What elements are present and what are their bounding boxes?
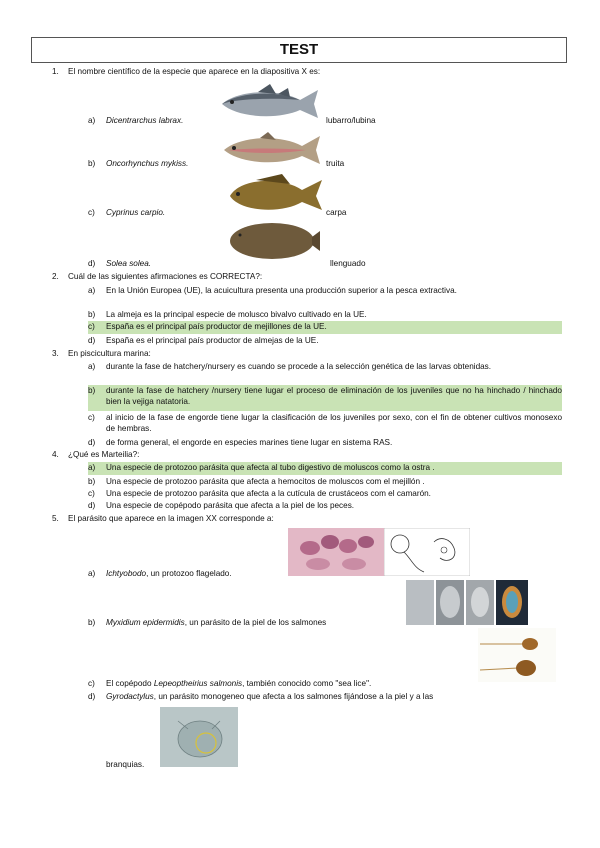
q5-option-d[interactable]: d) Gyrodactylus, un parásito monogeneo que afecta a los salmones fijándose a la piel y a las: [88, 692, 434, 701]
q4-option-d[interactable]: d) Una especie de copépodo parásita que afecta a la piel de los peces.: [88, 501, 355, 510]
q2-option-b[interactable]: b) La almeja es la principal especie de molusco bivalvo cultivado en la UE.: [88, 310, 367, 319]
ichthyobodo-micrograph-image: [288, 528, 384, 576]
q5-option-b[interactable]: b) Myxidium epidermidis, un parásito de la piel de los salmones: [88, 618, 327, 627]
question-4: 4. ¿Qué es Marteilia?:: [52, 450, 140, 459]
q1-option-d[interactable]: d) Solea solea.: [88, 259, 152, 268]
question-number: 1.: [52, 67, 59, 76]
question-1: [52, 67, 320, 76]
q5-option-d-continuation: branquias.: [106, 760, 145, 769]
q1-option-a-common: lubarro/lubina: [326, 116, 376, 125]
q1-option-a[interactable]: a) Dicentrarchus labrax.: [88, 116, 184, 125]
q3-option-a[interactable]: a) durante la fase de hatchery/nursery es cuando se procede a la selección genética de las larvas obtenidas.: [88, 362, 492, 371]
q4-option-a-correct[interactable]: a) Una especie de protozoo parásita que afecta al tubo digestivo de moluscos como la ostra .: [88, 462, 562, 475]
question-3: 3. En piscicultura marina:: [52, 349, 151, 358]
q2-option-c-correct[interactable]: c) España es el principal país productor de mejillones de la UE.: [88, 321, 562, 334]
q1-option-d-common: llenguado: [330, 259, 366, 268]
q1-option-b[interactable]: b) Oncorhynchus mykiss.: [88, 159, 189, 168]
page-title: TEST: [31, 37, 567, 63]
question-2: 2. Cuál de las siguientes afirmaciones es CORRECTA?:: [52, 272, 263, 281]
q1-option-c-common: carpa: [326, 208, 347, 217]
carp-image: [226, 174, 324, 214]
q1-option-b-common: truita: [326, 159, 345, 168]
q4-option-c[interactable]: c) Una especie de protozoo parásita que afecta a la cutícula de crustáceos com el camarón.: [88, 489, 431, 498]
q3-option-d[interactable]: d) de forma general, el engorde en especies marines tiene lugar en sistema RAS.: [88, 438, 393, 447]
ichthyobodo-drawing-image: [384, 528, 470, 576]
question-5: 5. El parásito que aparece en la imagen XX corresponde a:: [52, 514, 274, 523]
trout-image: [220, 130, 322, 168]
q2-option-d[interactable]: d) España es el principal país productor de almejas de la UE.: [88, 336, 319, 345]
q5-option-a[interactable]: a) Ichtyobodo, un protozoo flagelado.: [88, 569, 232, 578]
q5-option-c[interactable]: c) El copépodo Lepeoptheirius salmonis, también conocido como "sea lice".: [88, 679, 372, 688]
q2-option-a[interactable]: a) En la Unión Europea (UE), la acuicultura presenta una producción superior a la pesca extractiva.: [88, 286, 457, 295]
sole-image: [228, 221, 320, 261]
question-text: El nombre científico de la especie que aparece en la diapositiva X es:: [68, 67, 321, 76]
lepeophtheirus-image: [478, 628, 556, 682]
q4-option-b[interactable]: b) Una especie de protozoo parásita que afecta a hemocitos de moluscos com el mejillón .: [88, 477, 425, 486]
sea-bass-image: [218, 84, 320, 124]
q1-option-c[interactable]: c) Cyprinus carpio.: [88, 208, 166, 217]
q3-option-c[interactable]: c) al inicio de la fase de engorde tiene lugar la clasificación de los juveniles por sexo, con el fin de obtener cultivos monosexo de hembras.: [88, 413, 562, 433]
myxidium-micrograph-strip-image: [406, 580, 528, 625]
q3-option-b-correct[interactable]: b) durante la fase de hatchery /nursery tiene lugar el proceso de eliminación de los juveniles que no ha hinchado / hinchado bien la vejiga natatoria.: [88, 385, 562, 411]
gyrodactylus-micrograph-image: [160, 707, 238, 767]
